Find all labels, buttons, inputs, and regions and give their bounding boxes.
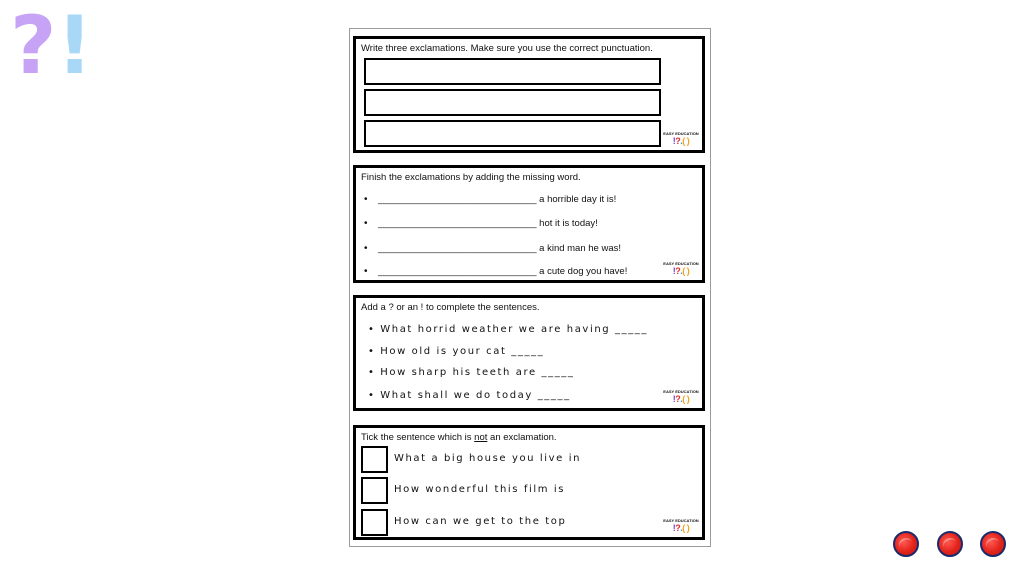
list-item: • ______________________________ hot it is today! xyxy=(364,218,598,229)
tick-box-1[interactable] xyxy=(361,446,388,473)
question-exclamation-decoration xyxy=(10,0,93,92)
tick-box-3[interactable] xyxy=(361,509,388,536)
answer-box-2[interactable] xyxy=(364,89,661,116)
tick-box-2[interactable] xyxy=(361,477,388,504)
easy-education-logo: EASY EDUCATION !?.( ) xyxy=(663,518,699,533)
section-title: Write three exclamations. Make sure you use the correct punctuation. xyxy=(361,43,653,54)
list-item: • What horrid weather we are having _____ xyxy=(368,324,648,335)
list-item: • What shall we do today _____ xyxy=(368,390,571,401)
easy-education-logo: EASY EDUCATION !?.( ) xyxy=(663,389,699,404)
section-title: Finish the exclamations by adding the missing word. xyxy=(361,172,581,183)
list-item: How wonderful this film is xyxy=(394,484,566,495)
list-item: • ______________________________ a kind man he was! xyxy=(364,243,622,254)
section-missing-word xyxy=(353,165,705,283)
section-tick-sentence xyxy=(353,425,705,540)
list-item: • How sharp his teeth are _____ xyxy=(368,367,575,378)
answer-box-1[interactable] xyxy=(364,58,661,85)
nav-dot-1[interactable] xyxy=(893,531,919,557)
nav-dot-2[interactable] xyxy=(937,531,963,557)
list-item: • ______________________________ a horrible day it is! xyxy=(364,194,617,205)
nav-dot-3[interactable] xyxy=(980,531,1006,557)
list-item: • ______________________________ a cute dog you have! xyxy=(364,266,628,277)
easy-education-logo: EASY EDUCATION !?.( ) xyxy=(663,261,699,276)
section-write-exclamations xyxy=(353,36,705,153)
answer-box-3[interactable] xyxy=(364,120,661,147)
worksheet-page xyxy=(349,28,711,547)
list-item: • How old is your cat _____ xyxy=(368,346,545,357)
section-title: Add a ? or an ! to complete the sentences. xyxy=(361,302,540,313)
section-add-punctuation xyxy=(353,295,705,411)
easy-education-logo: EASY EDUCATION !?.( ) xyxy=(663,131,699,146)
list-item: How can we get to the top xyxy=(394,516,567,527)
section-title: Tick the sentence which is not an exclamation. xyxy=(361,432,557,443)
question-mark-icon: ? xyxy=(10,0,57,92)
list-item: What a big house you live in xyxy=(394,453,582,464)
exclamation-mark-icon: ! xyxy=(56,0,93,92)
